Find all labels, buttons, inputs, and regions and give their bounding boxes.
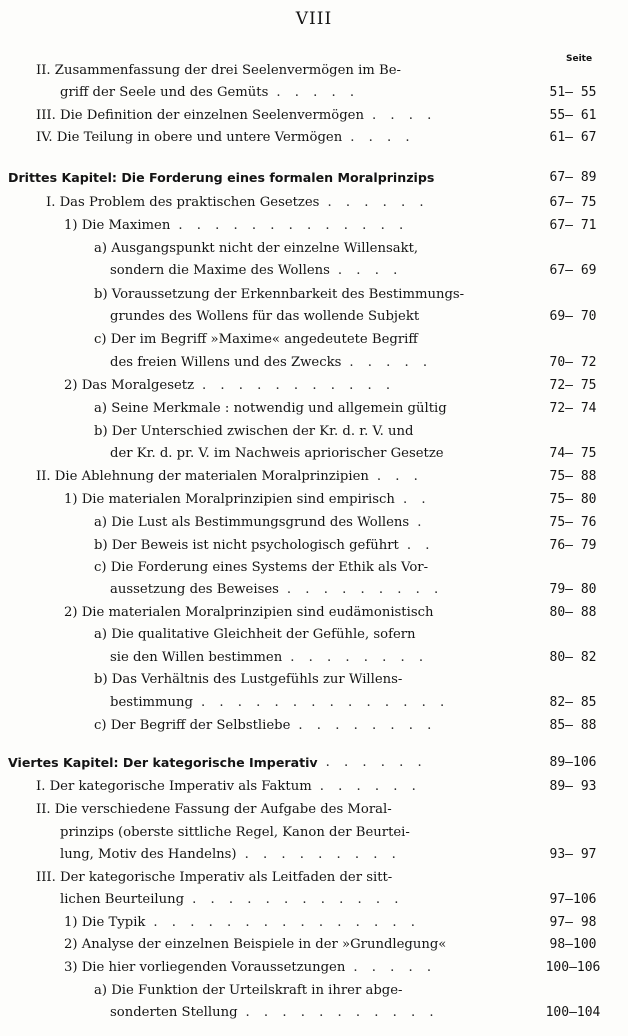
toc-entry-title: des freien Willens und des Zwecks <box>110 355 342 370</box>
toc-entry-title: grundes des Wollens für das wollende Subjekt <box>110 309 420 324</box>
toc-entry <box>0 624 628 646</box>
toc-entry <box>0 127 628 149</box>
toc-entry-title: b) Der Unterschied zwischen der Kr. d. r. V. und <box>94 424 414 439</box>
toc-entry-pages: 76— 79 <box>549 538 597 553</box>
toc-entry-title: III. Der kategorische Imperativ als Leitfaden der sitt- <box>36 870 393 885</box>
toc-entry-title: lichen Beurteilung <box>60 892 185 907</box>
toc-entry-pages: 72— 75 <box>549 378 597 393</box>
toc-entry <box>0 105 628 127</box>
toc-entry-pages: 100—104 <box>545 1005 601 1020</box>
toc-entry-title: lung, Motiv des Handelns) <box>60 847 237 862</box>
toc-entry-title: prinzips (oberste sittliche Regel, Kanon der Beurtei- <box>60 825 410 840</box>
toc-entry-title: c) Die Forderung eines Systems der Ethik als Vor- <box>94 560 429 575</box>
toc-entry-title: II. Zusammenfassung der drei Seelenvermögen im Be- <box>36 63 401 78</box>
toc-entry <box>0 557 628 579</box>
toc-dot-leader: . . . . . . . . . <box>286 582 444 597</box>
toc-dot-leader: . . . . . . . . . . . . . . . <box>153 915 420 930</box>
toc-entry <box>0 215 628 237</box>
toc-entry-title: Viertes Kapitel: Der kategorische Imperativ <box>8 755 318 770</box>
toc-entry <box>0 867 628 889</box>
toc-entry <box>0 375 628 397</box>
toc-entry-title: 3) Die hier vorliegenden Voraussetzungen <box>64 960 346 975</box>
toc-entry <box>0 352 628 374</box>
toc-entry-pages: 70— 72 <box>549 355 597 370</box>
toc-entry-pages: 75— 88 <box>549 469 597 484</box>
toc-entry <box>0 889 628 911</box>
toc-entry <box>0 535 628 557</box>
toc-entry <box>0 912 628 934</box>
toc-entry-title: sonderten Stellung <box>110 1005 238 1020</box>
toc-entry-title: b) Das Verhältnis des Lustgefühls zur Willens- <box>94 672 403 687</box>
toc-entry-pages: 55— 61 <box>549 108 597 123</box>
toc-dot-leader: . . . . . . . . . . . . . . <box>200 695 450 710</box>
toc-entry <box>0 60 628 82</box>
toc-dot-leader: . <box>417 515 427 530</box>
toc-entry-title: aussetzung des Beweises <box>110 582 279 597</box>
toc-entry-pages: 82— 85 <box>549 695 597 710</box>
toc-entry-pages: 97— 98 <box>549 915 597 930</box>
toc-dot-leader: . . <box>402 492 431 507</box>
toc-entry <box>0 647 628 669</box>
toc-entry <box>0 776 628 798</box>
toc-dot-leader: . . . . . . . . . . . . <box>192 892 404 907</box>
toc-entry-pages: 67— 69 <box>549 263 597 278</box>
toc-entry-title: 2) Das Moralgesetz <box>64 378 195 393</box>
toc-entry-title: b) Voraussetzung der Erkennbarkeit des Bestimmungs- <box>94 287 465 302</box>
toc-entry-pages: 75— 80 <box>549 492 597 507</box>
toc-dot-leader: . . . . . <box>276 85 360 100</box>
toc-dot-leader: . . . . . . . . <box>298 718 437 733</box>
toc-dot-leader: . . . . . . <box>325 755 427 770</box>
toc-entry <box>0 844 628 866</box>
toc-chapter-heading <box>0 167 628 189</box>
toc-entry <box>0 512 628 534</box>
toc-entry-pages: 72— 74 <box>549 401 597 416</box>
toc-entry <box>0 489 628 511</box>
toc-entry-pages: 98—100 <box>549 937 597 952</box>
toc-entry-title: Drittes Kapitel: Die Forderung eines formalen Moralprinzips <box>8 170 435 185</box>
toc-entry <box>0 715 628 737</box>
toc-entry-pages: 100—106 <box>545 960 601 975</box>
toc-dot-leader: . . . . . . <box>327 195 429 210</box>
toc-entry <box>0 602 628 624</box>
toc-entry <box>0 329 628 351</box>
toc-entry-title: a) Die qualitative Gleichheit der Gefühle, sofern <box>94 627 416 642</box>
toc-entry-title: I. Das Problem des praktischen Gesetzes <box>46 195 320 210</box>
toc-entry-pages: 85— 88 <box>549 718 597 733</box>
toc-entry-title: b) Der Beweis ist nicht psychologisch geführt <box>94 538 399 553</box>
toc-dot-leader: . . . . . . . . . <box>244 847 401 862</box>
toc-entry-title: 2) Die materialen Moralprinzipien sind eudämonistisch <box>64 605 434 620</box>
toc-entry-pages: 74— 75 <box>549 446 597 461</box>
toc-entry-pages: 67— 71 <box>549 218 597 233</box>
toc-entry-title: a) Ausgangspunkt nicht der einzelne Willensakt, <box>94 241 419 256</box>
toc-entry <box>0 398 628 420</box>
toc-chapter-heading <box>0 752 628 774</box>
toc-entry <box>0 421 628 443</box>
toc-dot-leader: . . . . . . . . . . . <box>202 378 396 393</box>
toc-entry-pages: 89—106 <box>549 755 597 770</box>
toc-entry <box>0 692 628 714</box>
toc-dot-leader: . . . . <box>371 108 437 123</box>
toc-dot-leader: . . <box>406 538 435 553</box>
toc-entry-pages: 75— 76 <box>549 515 597 530</box>
toc-entry <box>0 799 628 821</box>
toc-entry <box>0 669 628 691</box>
toc-entry-title: c) Der im Begriff »Maxime« angedeutete Begriff <box>94 332 418 347</box>
toc-entry-title: a) Die Funktion der Urteilskraft in ihrer abge- <box>94 983 403 998</box>
toc-entry <box>0 238 628 260</box>
toc-entry-pages: 97—106 <box>549 892 597 907</box>
toc-entry <box>0 260 628 282</box>
page-column-header: Seite <box>566 54 593 64</box>
toc-entry-pages: 51— 55 <box>549 85 597 100</box>
toc-entry <box>0 1002 628 1024</box>
toc-dot-leader: . . . . . . . . . . . <box>245 1005 439 1020</box>
toc-dot-leader: . . . . . . . . . . . . . <box>178 218 409 233</box>
toc-entry-title: a) Die Lust als Bestimmungsgrund des Wollens <box>94 515 410 530</box>
toc-entry <box>0 82 628 104</box>
toc-entry <box>0 822 628 844</box>
toc-entry-pages: 61— 67 <box>549 130 597 145</box>
toc-entry <box>0 284 628 306</box>
toc-entry <box>0 579 628 601</box>
toc-entry-title: bestimmung <box>110 695 193 710</box>
toc-entry <box>0 192 628 214</box>
toc-dot-leader: . . . . <box>350 130 415 145</box>
toc-dot-leader: . . . . . <box>349 355 433 370</box>
toc-entry-pages: 80— 82 <box>549 650 597 665</box>
toc-entry <box>0 980 628 1002</box>
page-number: VIII <box>295 9 333 29</box>
toc-entry-title: griff der Seele und des Gemüts <box>60 85 269 100</box>
toc-dot-leader: . . . <box>376 469 423 484</box>
toc-entry-title: a) Seine Merkmale : notwendig und allgemein gültig <box>94 401 447 416</box>
toc-entry-pages: 67— 89 <box>549 170 597 185</box>
toc-entry-title: 1) Die Typik <box>64 915 146 930</box>
toc-entry <box>0 466 628 488</box>
toc-entry <box>0 934 628 956</box>
toc-entry <box>0 306 628 328</box>
toc-entry-pages: 69— 70 <box>549 309 597 324</box>
toc-entry-title: 1) Die Maximen <box>64 218 171 233</box>
toc-entry-title: sondern die Maxime des Wollens <box>110 263 330 278</box>
toc-dot-leader: . . . . . <box>353 960 437 975</box>
toc-entry-title: I. Der kategorische Imperativ als Faktum <box>36 779 312 794</box>
toc-dot-leader: . . . . <box>337 263 403 278</box>
toc-entry-pages: 80— 88 <box>549 605 597 620</box>
toc-entry-title: der Kr. d. pr. V. im Nachweis apriorischer Gesetze <box>110 446 444 461</box>
toc-entry-pages: 93— 97 <box>549 847 597 862</box>
toc-entry-title: 1) Die materialen Moralprinzipien sind empirisch <box>64 492 395 507</box>
toc-entry-title: II. Die Ablehnung der materialen Moralprinzipien <box>36 469 369 484</box>
toc-entry-title: IV. Die Teilung in obere und untere Vermögen <box>36 130 343 145</box>
toc-entry <box>0 443 628 465</box>
toc-entry-pages: 89— 93 <box>549 779 597 794</box>
toc-entry-title: sie den Willen bestimmen <box>110 650 283 665</box>
toc-entry <box>0 957 628 979</box>
toc-entry-pages: 79— 80 <box>549 582 597 597</box>
toc-entry-title: c) Der Begriff der Selbstliebe <box>94 718 291 733</box>
toc-entry-pages: 67— 75 <box>549 195 597 210</box>
toc-entry-title: II. Die verschiedene Fassung der Aufgabe des Moral- <box>36 802 392 817</box>
toc-entry-title: 2) Analyse der einzelnen Beispiele in der »Grundlegung« <box>64 937 447 952</box>
toc-entry-title: III. Die Definition der einzelnen Seelenvermögen <box>36 108 364 123</box>
toc-dot-leader: . . . . . . . . <box>290 650 429 665</box>
toc-dot-leader: . . . . . . <box>319 779 421 794</box>
